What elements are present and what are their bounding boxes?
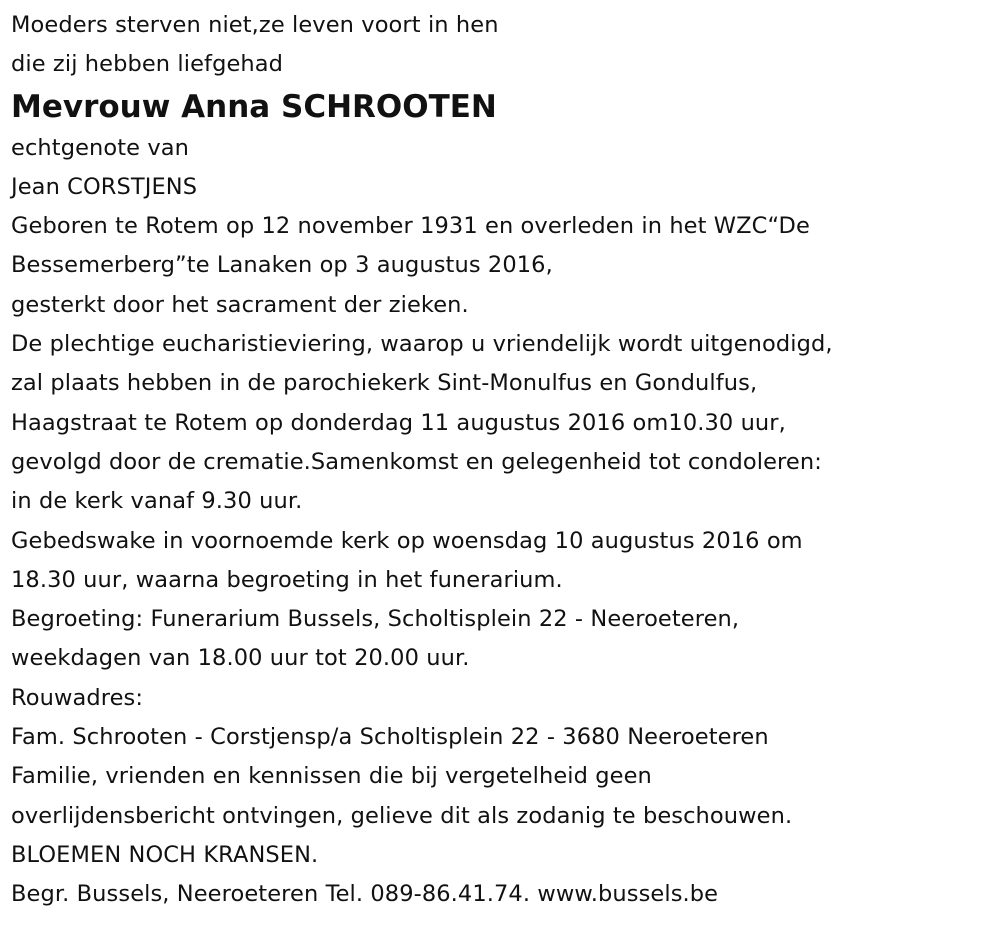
body-line: Familie, vrienden en kennissen die bij vergetelheid geen [11,763,652,790]
body-line: Fam. Schrooten - Corstjensp/a Scholtisplein 22 - 3680 Neeroeteren [11,724,769,751]
body-line: Begroeting: Funerarium Bussels, Scholtisplein 22 - Neeroeteren, [11,606,740,633]
body-line: Geboren te Rotem op 12 november 1931 en overleden in het WZC“De [11,213,810,240]
body-line: Haagstraat te Rotem op donderdag 11 augustus 2016 om10.30 uur, [11,409,786,436]
body-line: weekdagen van 18.00 uur tot 20.00 uur. [11,645,470,672]
body-line: Begr. Bussels, Neeroeteren Tel. 089-86.41.74. www.bussels.be [11,881,719,908]
body-line: in de kerk vanaf 9.30 uur. [11,488,303,515]
body-line: 18.30 uur, waarna begroeting in het funerarium. [11,566,563,593]
body-line: Bessemerberg”te Lanaken op 3 augustus 2016, [11,252,553,279]
body-line: overlijdensbericht ontvingen, gelieve dit als zodanig te beschouwen. [11,802,793,829]
intro-line: Moeders sterven niet,ze leven voort in hen [11,12,499,38]
deceased-name: Mevrouw Anna SCHROOTEN [11,88,497,125]
intro-line: die zij hebben liefgehad [11,51,284,78]
body-line: echtgenote van [11,134,190,161]
notice-body [11,129,1000,915]
body-line: Jean CORSTJENS [11,173,198,200]
body-line: De plechtige eucharistieviering, waarop u vriendelijk wordt uitgenodigd, [11,331,833,358]
body-line: Gebedswake in voornoemde kerk op woensdag 10 augustus 2016 om [11,527,803,554]
body-line: gesterkt door het sacrament der zieken. [11,291,469,318]
body-line: BLOEMEN NOCH KRANSEN. [11,841,319,868]
body-line: gevolgd door de crematie.Samenkomst en gelegenheid tot condoleren: [11,448,822,475]
body-line: zal plaats hebben in de parochiekerk Sint-Monulfus en Gondulfus, [11,370,758,397]
body-line: Rouwadres: [11,684,144,711]
